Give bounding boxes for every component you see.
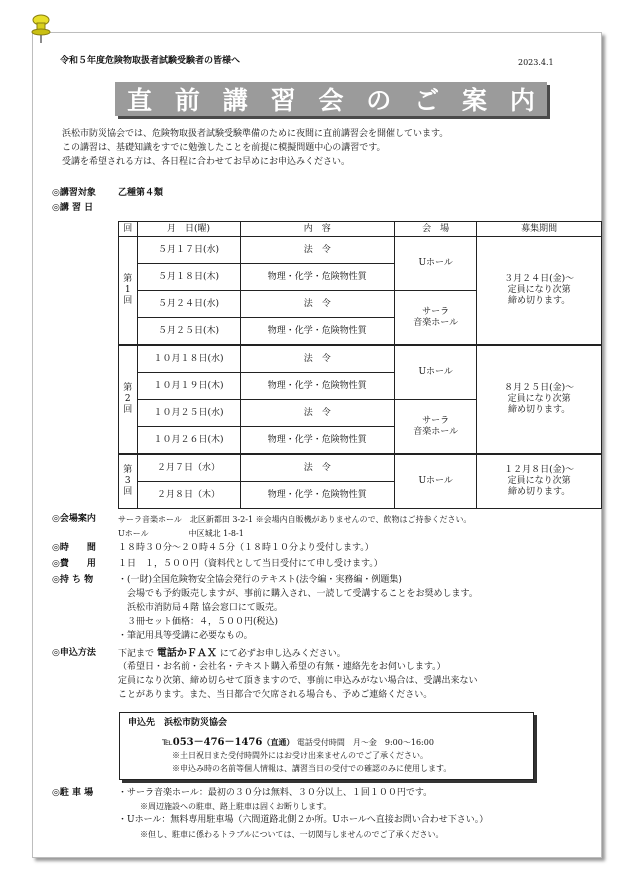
date-cell: ２月７日（水）	[137, 454, 240, 482]
date-cell: ５月２５日(木)	[137, 318, 240, 346]
period-cell: １２月８日(金)～ 定員になり次第 締め切ります。	[477, 454, 602, 509]
header-cell: 会 場	[394, 222, 476, 237]
table-row	[119, 454, 602, 482]
content-cell: 物理・化学・危険物性質	[240, 318, 394, 346]
items-line: 会場でも予約販売しますが、事前に購入され、一読して受講することをお奨めします。	[118, 589, 478, 599]
intro-line: 受講を希望される方は、各日程に合わせてお早めにお申込みください。	[62, 157, 351, 167]
contact-hours: 電話受付時間 月～金 9:00～16:00	[296, 738, 434, 747]
contact-phone-line: ℡053－476－1476（直通） 電話受付時間 月～金 9:00～16:00	[162, 737, 434, 748]
banner-char: の	[366, 86, 392, 115]
banner-char: 習	[270, 86, 296, 115]
contact-note: ※申込み時の名前等個人情報は、講習当日の受付での確認のみに使用します。	[172, 764, 452, 773]
parking-line: ・サーラ音楽ホール：最初の３０分は無料、３０分以上、１回１００円です。	[118, 788, 433, 798]
venue-info-line: サーラ音楽ホール 北区新都田 3-2-1 ※会場内自販機がありませんので、飲物はご持参ください。	[118, 515, 472, 524]
contact-note: ※土日祝日また受付時間外にはお受け出来ませんのでご了承ください。	[172, 751, 428, 760]
venue-info-line: Uホール 中区城北 1-8-1	[118, 529, 244, 538]
period-cell: ３月２４日(金)～ 定員になり次第 締め切ります。	[477, 237, 602, 346]
contact-phone: 053－476－1476	[172, 737, 263, 748]
target-label: ◎講習対象	[52, 188, 96, 198]
parking-note: ※但し、駐車に係わるトラブルについては、一切関与しませんのでご了承ください。	[140, 830, 444, 839]
venue-cell: Uホール	[394, 237, 476, 291]
banner-char: 前	[174, 86, 200, 115]
header-cell: 内 容	[240, 222, 394, 237]
content-cell: 物理・化学・危険物性質	[240, 427, 394, 455]
items-line: ３冊セット価格：４，５００円(税込)	[118, 617, 279, 627]
contact-title: 申込先 浜松市防災協会	[128, 718, 228, 728]
content-cell: 物理・化学・危険物性質	[240, 482, 394, 509]
fee-value: １日 １，５００円（資料代として当日受付にて申し受けます。）	[118, 559, 383, 569]
round-cell: 第 3 回	[119, 454, 138, 509]
date-cell: ５月１７日(水)	[137, 237, 240, 264]
round-cell: 第 1 回	[119, 237, 138, 346]
apply-line: （希望日・お名前・会社名・テキスト購入希望の有無・連絡先をお伺いします。）	[118, 662, 446, 672]
banner-char: ご	[414, 86, 440, 115]
intro-line: 浜松市防災協会では、危険物取扱者試験受験準備のために夜間に直前講習会を開催しています。	[62, 129, 449, 139]
phone-icon: ℡	[162, 737, 173, 748]
content-cell: 法 令	[240, 291, 394, 318]
date-cell: １０月２５日(水)	[137, 400, 240, 427]
parking-line: ・Uホール：無料専用駐車場（六間道路北側２か所。Uホールへ直接お問い合わせ下さい。）	[118, 815, 489, 825]
apply-label: ◎申込方法	[52, 648, 96, 658]
apply-line: ことがあります。また、当日都合で欠席される場合も、予めご連絡ください。	[118, 690, 433, 700]
date-cell: １０月２６日(木)	[137, 427, 240, 455]
table-row	[119, 345, 602, 373]
venue-cell: サーラ 音楽ホール	[394, 291, 476, 346]
content-cell: 物理・化学・危険物性質	[240, 373, 394, 400]
venue-cell: Uホール	[394, 345, 476, 400]
content-cell: 法 令	[240, 237, 394, 264]
items-label: ◎持 ち 物	[52, 575, 94, 585]
banner-char: 講	[222, 86, 248, 115]
banner-char: 案	[462, 86, 488, 115]
content-cell: 物理・化学・危険物性質	[240, 264, 394, 291]
intro-line: この講習は、基礎知識をすでに勉強したことを前提に模擬問題中心の講習です。	[62, 143, 386, 153]
date-cell: ２月８日（木）	[137, 482, 240, 509]
banner-char: 直	[127, 86, 153, 115]
schedule-table	[118, 221, 602, 509]
parking-label: ◎駐 車 場	[52, 788, 94, 798]
parking-note: ※周辺施設への駐車、路上駐車は固くお断りします。	[140, 802, 332, 811]
apply-line: 定員になり次第、締め切らせて頂きますので、事前に申込みがない場合は、受講出来ない	[118, 676, 478, 686]
content-cell: 法 令	[240, 454, 394, 482]
schedule-label: ◎講 習 日	[52, 203, 94, 213]
items-line: ・筆記用具等受講に必要なもの。	[118, 631, 253, 641]
table-header-row	[119, 222, 602, 237]
header-cell: 回	[119, 222, 138, 237]
apply-line: 下記まで 電話かＦＡＸ にて必ずお申し込みください。	[118, 648, 346, 659]
content-cell: 法 令	[240, 400, 394, 427]
date-cell: １０月１９日(木)	[137, 373, 240, 400]
venue-cell: Uホール	[394, 454, 476, 509]
title-banner	[115, 82, 547, 116]
fee-label: ◎費 用	[52, 559, 96, 569]
venue-cell: サーラ 音楽ホール	[394, 400, 476, 455]
items-line: 浜松市消防局４階 協会窓口にて販売。	[118, 603, 283, 613]
header-cell: 月 日(曜)	[137, 222, 240, 237]
round-cell: 第 2 回	[119, 345, 138, 454]
table-row	[119, 237, 602, 264]
issue-date: 2023.4.1	[518, 58, 554, 67]
target-value: 乙種第４類	[118, 188, 164, 198]
date-cell: ５月２４日(水)	[137, 291, 240, 318]
pushpin-icon	[30, 14, 52, 44]
header-cell: 募集期間	[477, 222, 602, 237]
venue-info-label: ◎会場案内	[52, 514, 96, 524]
banner-char: 内	[509, 86, 535, 115]
period-cell: ８月２５日(金)～ 定員になり次第 締め切ります。	[477, 345, 602, 454]
time-value: １８時３０分～２０時４５分（１８時１０分より受付します。）	[118, 543, 374, 553]
time-label: ◎時 間	[52, 543, 96, 553]
greeting-header: 令和５年度危険物取扱者試験受験者の皆様へ	[60, 56, 241, 66]
apply-emphasis: 電話かＦＡＸ	[156, 648, 217, 659]
date-cell: ５月１８日(木)	[137, 264, 240, 291]
date-cell: １０月１８日(水)	[137, 345, 240, 373]
banner-char: 会	[318, 86, 344, 115]
content-cell: 法 令	[240, 345, 394, 373]
items-line: ・(一財)全国危険物安全協会発行のテキスト(法令編・実務編・例題集)	[118, 575, 402, 585]
